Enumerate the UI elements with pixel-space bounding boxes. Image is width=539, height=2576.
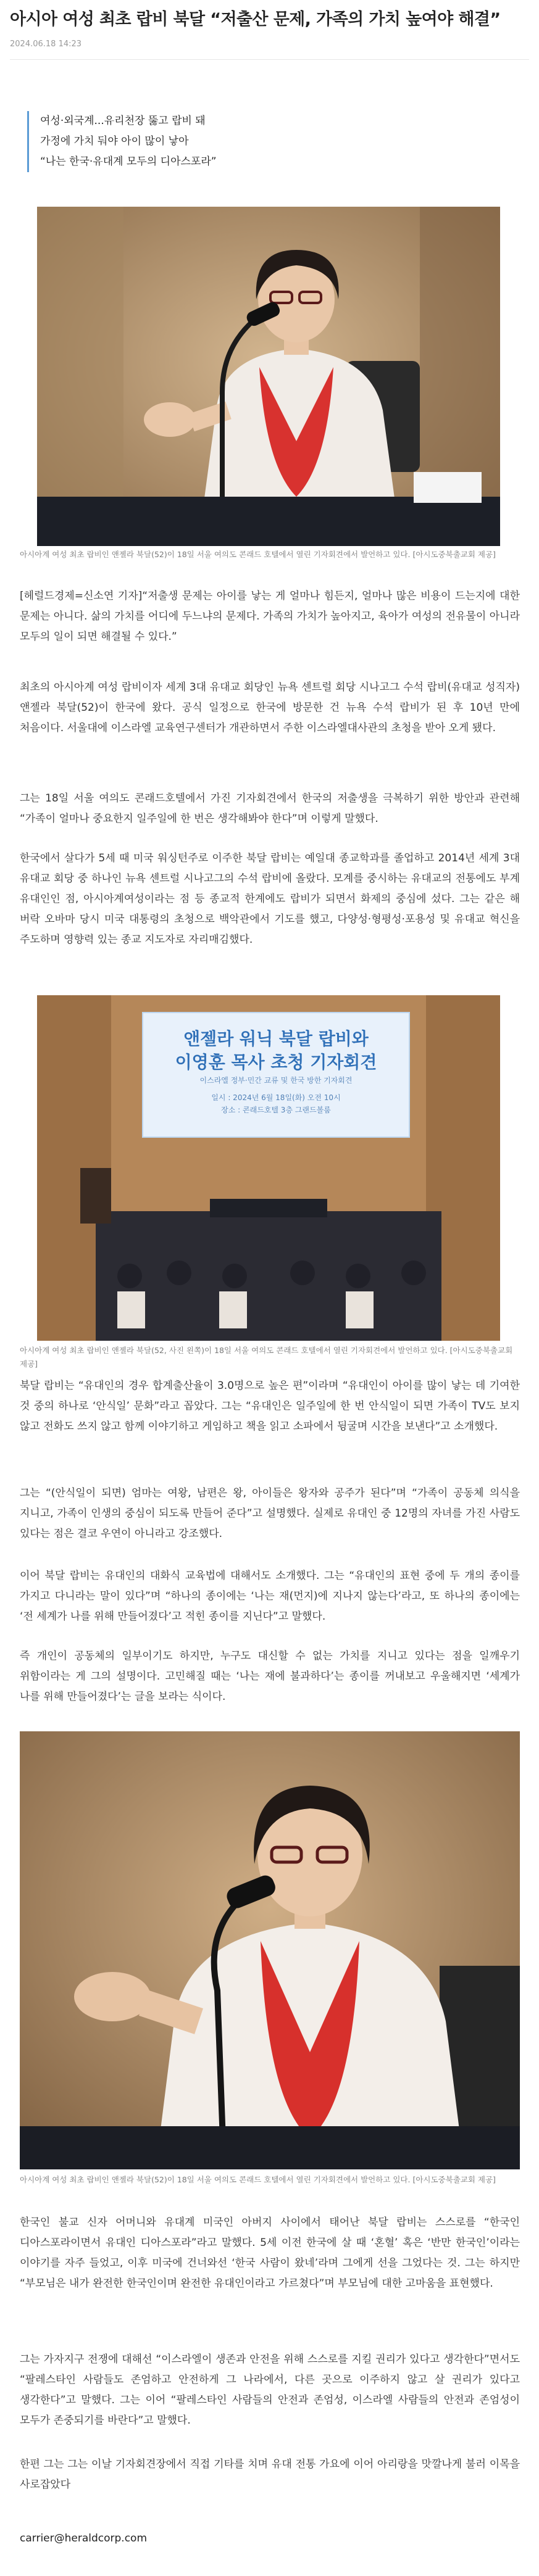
article-paragraph: 이어 북달 랍비는 유대인의 대화식 교육법에 대해서도 소개했다. 그는 “유대인의 표현 중에 두 개의 종이를 가지고 다니라는 말이 있다”며 “하나의 종이에는 ‘나는 재(먼지)에 지나지 않는다’라고, 또 하나의 종이에는 ‘전 세계가 나를 위해 만들어졌다’고 적힌 종이를 지닌다”고 말했다. xyxy=(20,1570,520,1623)
article-paragraph: 한국인 불교 신자 어머니와 유대계 미국인 아버지 사이에서 태어난 북달 랍비는 스스로를 “한국인 디아스포라이면서 유대인 디아스포라”라고 말했다. 5세 이전 한국에 살 때 ‘혼혈’ 혹은 ‘반만 한국인’이라는 이야기를 자주 들었고, 이후 미국에 건너와선 ‘한국 사람이 왔네’라며 그에게 선을 그었다는 것. 그는 하지만 “부모님은 내가 완전한 한국인이며 완전한 유대인이라고 가르쳤다”며 부모님에 대한 고마움을 표현했다. xyxy=(20,2216,520,2290)
summary-line: 가정에 가치 둬야 아이 많이 낳아 xyxy=(40,135,189,147)
conference-banner xyxy=(142,1012,410,1138)
photo-caption: 아시아계 여성 최초 랍비인 앤젤라 북달(52, 사진 왼쪽)이 18일 서울 여의도 콘래드 호텔에서 열린 기자회견에서 발언하고 있다. [아시도중북출교회 제공] xyxy=(20,1346,513,1369)
article-paragraph: 즉 개인이 공동체의 일부이기도 하지만, 누구도 대신할 수 없는 가치를 지니고 있다는 점을 일깨우기 위함이라는 게 그의 설명이다. 고민해질 때는 ‘나는 재에 불과하다’는 종이를 꺼내보고 우울해지면 ‘세계가 나를 위해 만들어졌다’는 글을 보라는 식이다. xyxy=(20,1650,520,1703)
banner-title-line: 앤젤라 워닉 북달 랍비와 xyxy=(183,1029,369,1049)
photo-caption: 아시아계 여성 최초 랍비인 앤젤라 북달(52)이 18일 서울 여의도 콘래드 호텔에서 열린 기자회견에서 발언하고 있다. [아시도중북출교회 제공] xyxy=(20,550,496,559)
author-email[interactable]: carrier@heraldcorp.com xyxy=(20,2532,148,2545)
banner-detail: 일시 : 2024년 6월 18일(화) 오전 10시 xyxy=(211,1093,341,1102)
summary-line: “나는 한국·유대계 모두의 디아스포라” xyxy=(40,155,217,168)
article-paragraph: 그는 18일 서울 여의도 콘래드호텔에서 가진 기자회견에서 한국의 저출생을 극복하기 위한 방안과 관련해 “가족이 얼마나 중요한지 일주일에 한 번은 생각해봐야 한다”며 이렇게 말했다. xyxy=(20,792,520,825)
banner-detail: 장소 : 콘래드호텔 3층 그랜드볼룸 xyxy=(221,1106,331,1114)
article-paragraph: 북달 랍비는 “유대인의 경우 합계출산율이 3.0명으로 높은 편”이라며 “유대인이 아이를 많이 낳는 데 기여한 것 중의 하나로 ‘안식일’ 문화”라고 꼽았다. 그는 “유대인은 일주일에 한 번 안식일이 되면 가족이 TV도 보지 않고 전화도 쓰지 않고 함께 이야기하고 게임하고 책을 읽고 소파에서 뒹굴며 시간을 보낸다”고 소개했다. xyxy=(20,1380,520,1433)
article-paragraph: 한국에서 살다가 5세 때 미국 워싱턴주로 이주한 북달 랍비는 예일대 종교학과를 졸업하고 2014년 세계 3대 유대교 회당 중 하나인 뉴욕 센트럴 시나고그의 수석 랍비에 올랐다. 모계를 중시하는 유대교의 전통에도 부계 유대인인 점, 아시아계여성이라는 점 등 종교적 한계에도 랍비가 되면서 화제의 중심에 섰다. 그는 같은 해 버락 오바마 당시 미국 대통령의 초청으로 백악관에서 기도를 했고, 다양성·형평성·포용성 및 유대교 혁신을 주도하며 영향력 있는 종교 지도자로 자리매김했다. xyxy=(20,852,520,946)
title-divider xyxy=(10,59,529,60)
article-paragraph: 최초의 아시아계 여성 랍비이자 세계 3대 유대교 회당인 뉴욕 센트럴 회당 시나고그 수석 랍비(유대교 성직자) 앤젤라 북달(52)이 한국에 왔다. 공식 일정으로 한국에 방문한 건 뉴욕 수석 랍비가 된 후 10년 만에 처음이다. 서울대에 이스라엘 교육연구센터가 개관하면서 주한 이스라엘대사관의 초청을 받아 오게 됐다. xyxy=(20,681,520,734)
banner-title-line: 이영훈 목사 초청 기자회견 xyxy=(175,1052,377,1072)
summary-line: 여성·외국계...유리천장 뚫고 랍비 돼 xyxy=(40,115,206,127)
banner-subtitle: 이스라엘 정부·민간 교류 및 한국 방한 기자회견 xyxy=(199,1076,353,1085)
photo-caption: 아시아계 여성 최초 랍비인 앤젤라 북달(52)이 18일 서울 여의도 콘래드 호텔에서 열린 기자회견에서 발언하고 있다. [아시도중북출교회 제공] xyxy=(20,2175,496,2184)
photo-rabbi-closeup xyxy=(20,1731,520,2169)
article-paragraph: 그는 가자지구 전쟁에 대해선 “이스라엘이 생존과 안전을 위해 스스로를 지킬 권리가 있다고 생각한다”면서도 “팔레스타인 사람들도 존엄하고 안전하게 그 나라에서, 다른 곳으로 이주하지 않고 살 권리가 있다고 생각한다”고 말했다. 그는 이어 “팔레스타인 사람들의 안전과 존엄성, 이스라엘 사람들의 안전과 존엄성이 모두가 존중되기를 바란다”고 말했다. xyxy=(20,2353,520,2427)
article-date: 2024.06.18 14:23 xyxy=(10,39,82,49)
article-summary xyxy=(27,111,472,172)
photo-rabbi-speaking xyxy=(37,207,500,546)
article-paragraph: 한편 그는 그는 이날 기자회견장에서 직접 기타를 치며 유대 전통 가요에 이어 아리랑을 맛깔나게 불러 이목을 사로잡았다 xyxy=(20,2458,520,2491)
article-paragraph: 그는 “(안식일이 되면) 엄마는 여왕, 남편은 왕, 아이들은 왕자와 공주가 된다”며 “가족이 공동체 의식을 지니고, 가족이 인생의 중심이 되도록 만들어 준다”고 설명했다. 실제로 유대인 중 12명의 자녀를 가진 사람도 있다는 점은 결코 우연이 아니라고 강조했다. xyxy=(20,1487,520,1540)
article-title: 아시아 여성 최초 랍비 북달 “저출산 문제, 가족의 가치 높여야 해결” xyxy=(10,10,501,29)
article-paragraph: [헤럴드경제=신소연 기자]“저출생 문제는 아이를 낳는 게 얼마나 힘든지, 얼마나 많은 비용이 드는지에 대한 문제는 아니다. 삶의 가치를 어디에 두느냐의 문제다. 가족의 가치가 높아지고, 육아가 여성의 전유물이 아니라 모두의 일이 되면 해결될 수 있다.” xyxy=(20,590,520,643)
